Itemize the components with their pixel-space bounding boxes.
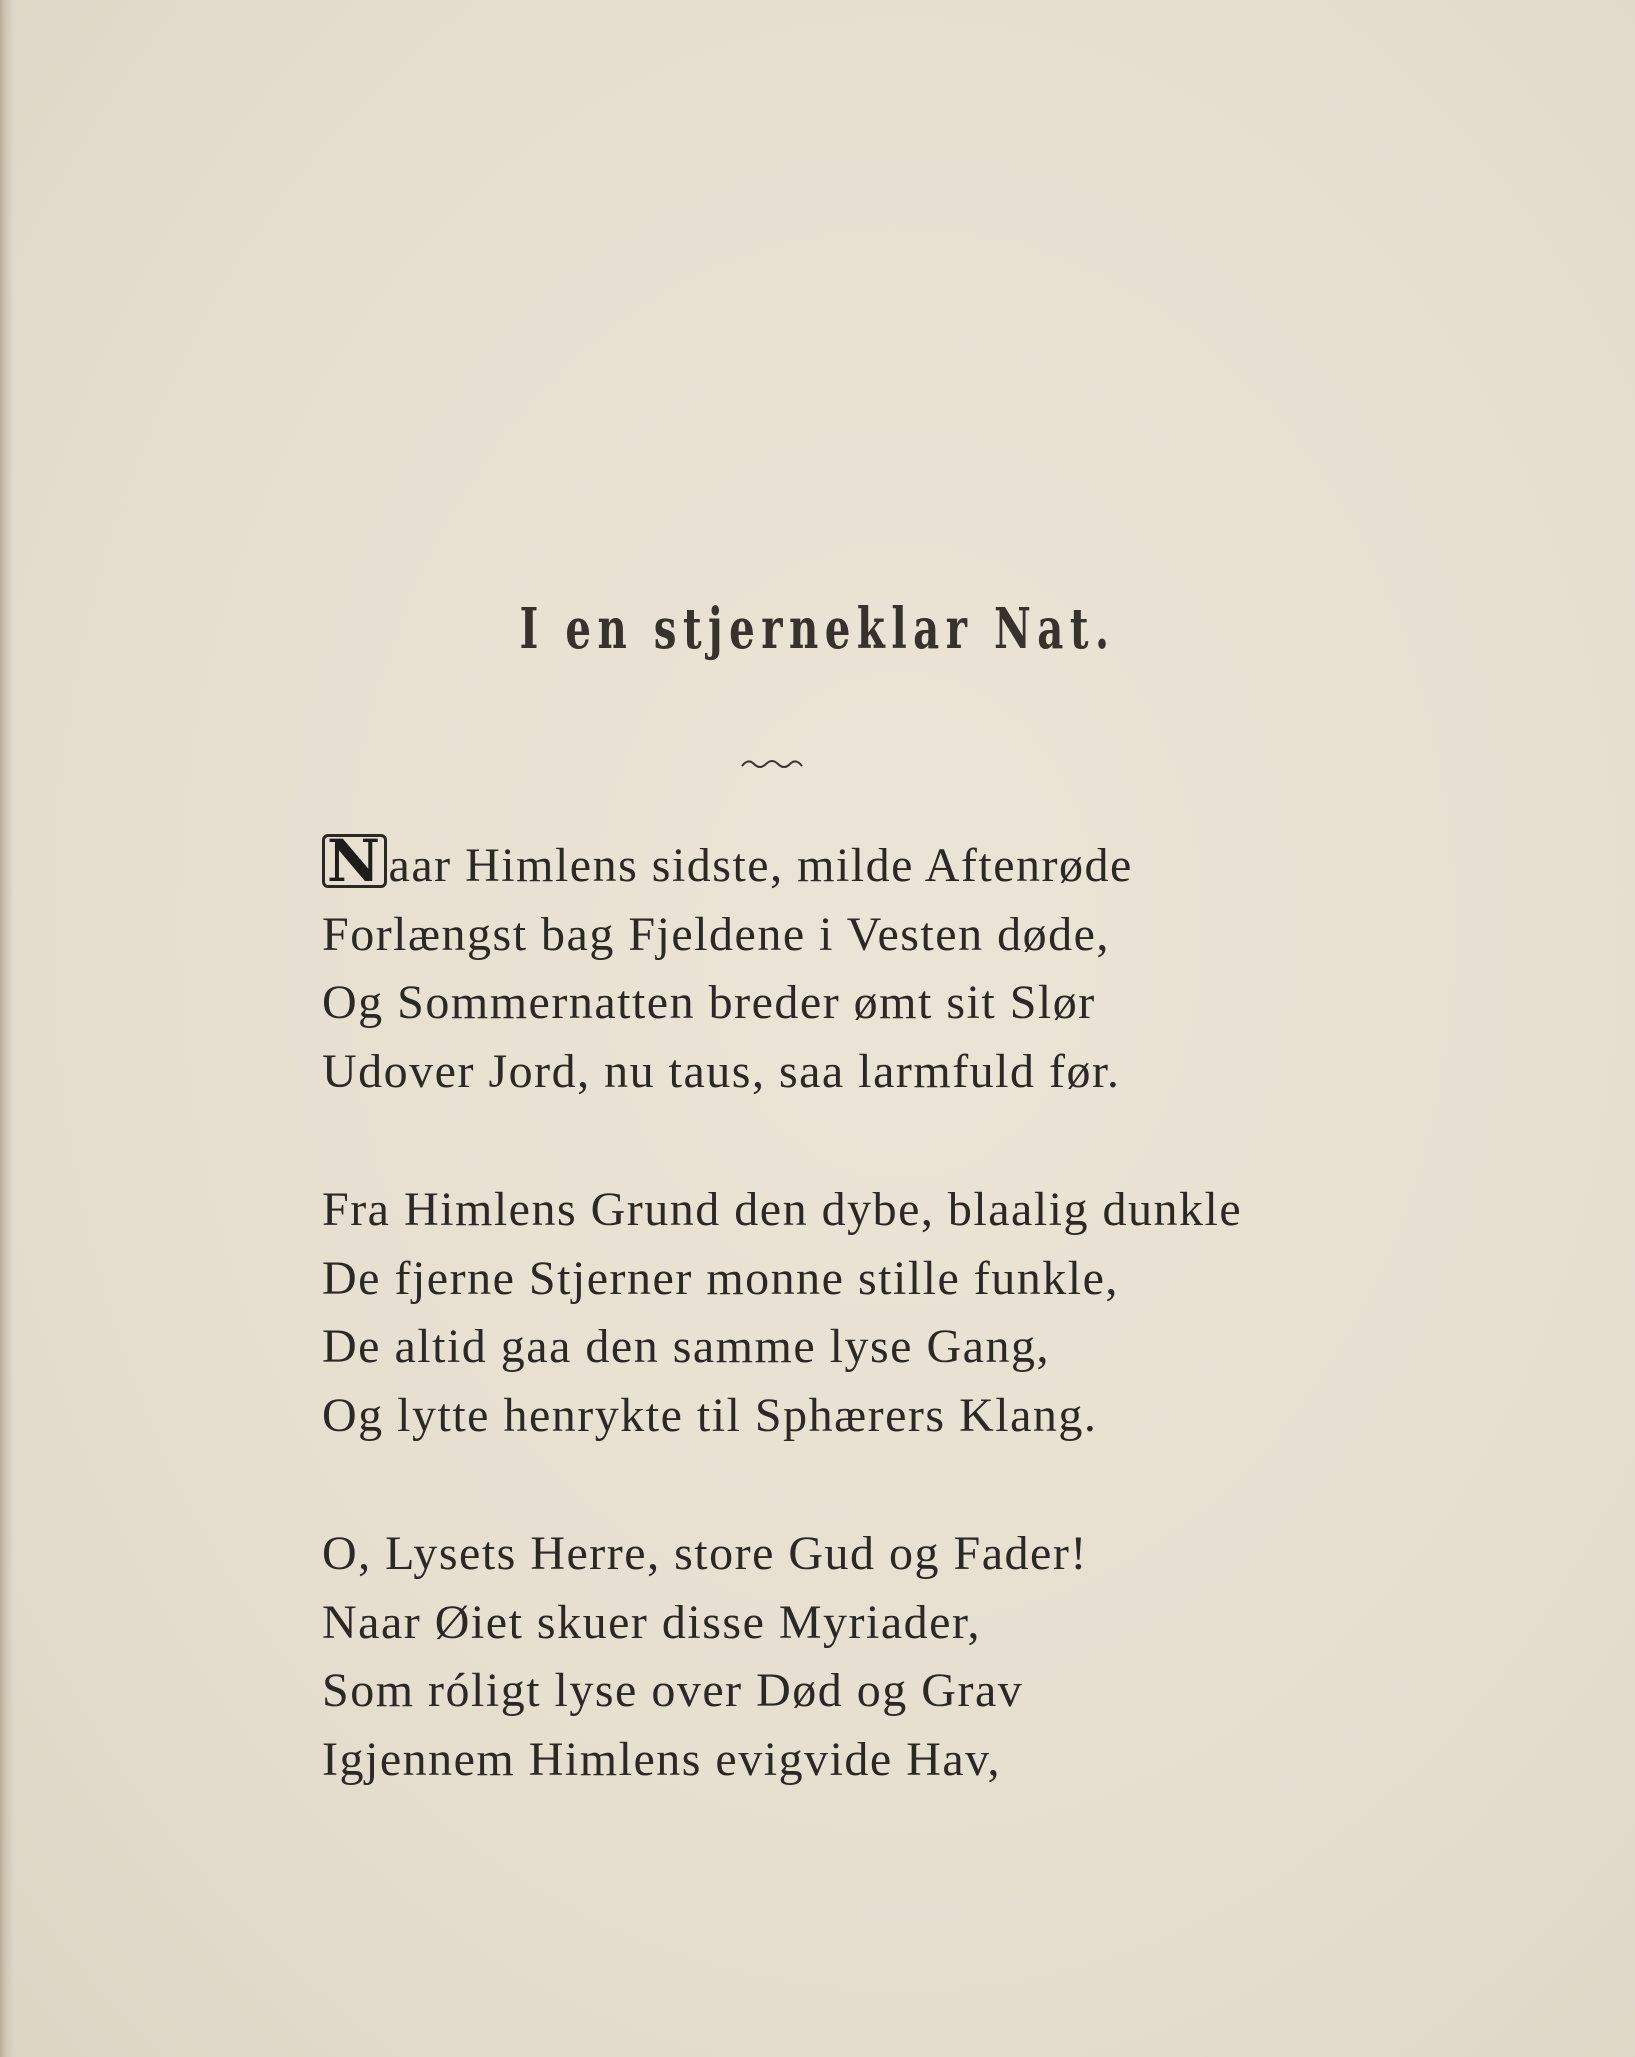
poem-line: Fra Himlens Grund den dybe, blaalig dunkle — [322, 1183, 1243, 1236]
poem-line: Og Sommernatten breder ømt sit Slør — [322, 976, 1096, 1029]
poem-line: Og lytte henrykte til Sphærers Klang. — [322, 1388, 1098, 1442]
page-binding-edge — [0, 0, 14, 2057]
poem-line: Forlængst bag Fjeldene i Vesten døde, — [322, 907, 1110, 961]
poem-body — [322, 827, 1422, 1864]
poem-line: De altid gaa den samme lyse Gang, — [322, 1320, 1050, 1373]
poem-line — [322, 827, 1422, 901]
poem-line-text: aar Himlens sidste, milde Aftenrøde — [388, 839, 1133, 892]
stanza-2 — [322, 1176, 1422, 1450]
drop-cap: N — [322, 834, 387, 888]
poem-line: Udover Jord, nu taus, saa larmfuld før. — [322, 1044, 1121, 1098]
stanza-1 — [322, 827, 1422, 1106]
poem-line: O, Lysets Herre, store Gud og Fader! — [322, 1527, 1088, 1580]
poem-title: I en stjerneklar Nat. — [519, 596, 1116, 662]
poem-line: Igjennem Himlens evigvide Hav, — [322, 1732, 1002, 1786]
wave-ornament — [740, 756, 804, 770]
poem-line: Naar Øiet skuer disse Myriader, — [322, 1595, 982, 1649]
stanza-3 — [322, 1520, 1422, 1794]
poem-line: Som róligt lyse over Død og Grav — [322, 1664, 1024, 1717]
poem-line: De fjerne Stjerner monne stille funkle, — [322, 1251, 1119, 1305]
